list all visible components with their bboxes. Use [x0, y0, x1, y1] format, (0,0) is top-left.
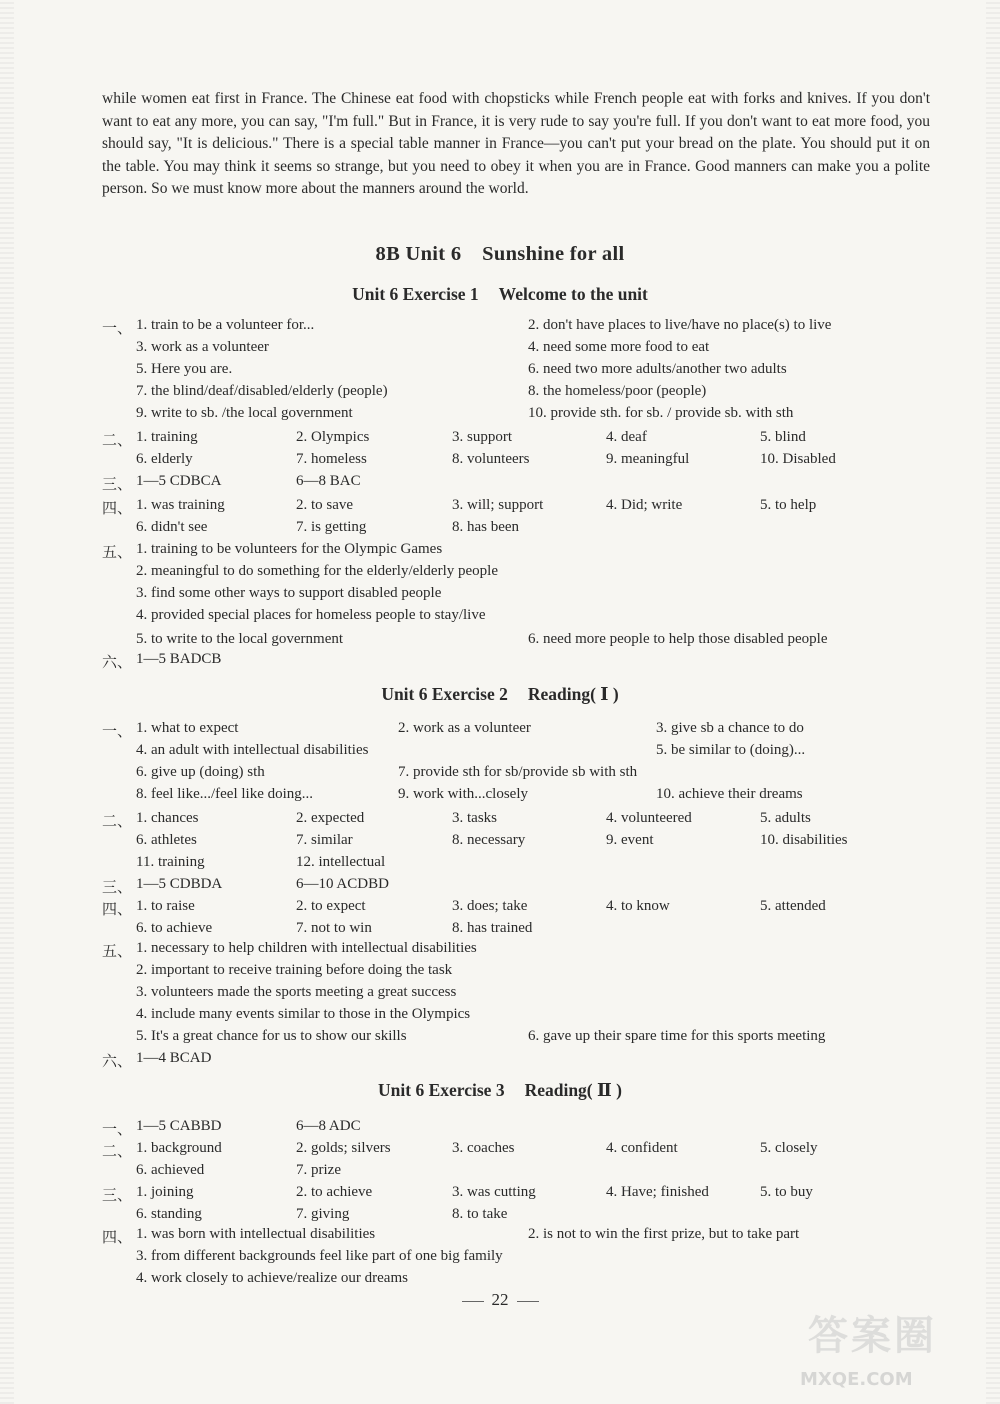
answer-item: 3. will; support	[452, 497, 544, 513]
answer-item: 8. feel like.../feel like doing...	[136, 786, 314, 802]
answer-item: 6. elderly	[136, 451, 193, 467]
ex2-answer-line	[0, 984, 1000, 1006]
answer-item: 6. need more people to help those disabled people	[528, 631, 828, 647]
ex2-answer-line	[0, 898, 1000, 920]
answer-item: 10. provide sth. for sb. / provide sb. with sth	[528, 405, 794, 421]
ex3-answer-line	[0, 1184, 1000, 1206]
ex2-answer-line	[0, 920, 1000, 942]
ex3-answer-line	[0, 1140, 1000, 1162]
ex3-answer-line	[0, 1118, 1000, 1140]
ex3-answer-line	[0, 1248, 1000, 1270]
answer-item: 5. to help	[760, 497, 817, 513]
ex3-answer-line	[0, 1226, 1000, 1248]
question-number: 五、	[102, 545, 133, 561]
answer-item: 2. important to receive training before doing the task	[136, 962, 453, 978]
answer-item: 7. homeless	[296, 451, 367, 467]
question-number: 一、	[102, 1122, 133, 1138]
ex1-answer-line	[0, 429, 1000, 451]
exercise-2-subtitle: Reading( Ⅰ )	[527, 684, 619, 704]
exercise-2-name: Unit 6 Exercise 2	[381, 684, 508, 704]
answer-item: 4. Did; write	[606, 497, 683, 513]
answer-item: 3. from different backgrounds feel like part of one big family	[136, 1248, 503, 1264]
question-number: 一、	[102, 724, 133, 740]
answer-item: 9. work with...closely	[398, 786, 528, 802]
ex2-answer-line	[0, 810, 1000, 832]
answer-item: 7. similar	[296, 832, 353, 848]
exercise-1-name: Unit 6 Exercise 1	[352, 284, 479, 304]
answer-item: 6. achieved	[136, 1162, 205, 1178]
answer-item: 9. write to sb. /the local government	[136, 405, 353, 421]
ex1-answer-line	[0, 497, 1000, 519]
answer-item: 5. It's a great chance for us to show our skills	[136, 1028, 407, 1044]
ex1-answer-line	[0, 451, 1000, 473]
scan-edge-left	[0, 0, 14, 1404]
ex1-answer-line	[0, 317, 1000, 339]
answer-item: 1—5 CDBDA	[136, 876, 223, 892]
answer-item: 3. was cutting	[452, 1184, 536, 1200]
answer-item: 1. joining	[136, 1184, 194, 1200]
answer-item: 7. is getting	[296, 519, 367, 535]
answer-item: 2. don't have places to live/have no place(s) to live	[528, 317, 832, 333]
answer-item: 2. Olympics	[296, 429, 370, 445]
question-number: 一、	[102, 321, 133, 337]
answer-item: 5. blind	[760, 429, 806, 445]
question-number: 四、	[102, 902, 133, 918]
ex1-answer-line	[0, 585, 1000, 607]
answer-item: 5. Here you are.	[136, 361, 233, 377]
answer-item: 3. support	[452, 429, 512, 445]
ex2-answer-line	[0, 742, 1000, 764]
ex2-answer-line	[0, 876, 1000, 898]
answer-item: 4. provided special places for homeless people to stay/live	[136, 607, 486, 623]
answer-item: 4. deaf	[606, 429, 647, 445]
answer-item: 3. coaches	[452, 1140, 515, 1156]
answer-item: 1. necessary to help children with intellectual disabilities	[136, 940, 477, 956]
answer-item: 9. event	[606, 832, 654, 848]
ex1-answer-line	[0, 383, 1000, 405]
watermark-logo	[796, 1304, 986, 1392]
answer-item: 2. work as a volunteer	[398, 720, 531, 736]
answer-item: 7. prize	[296, 1162, 341, 1178]
answer-item: 4. need some more food to eat	[528, 339, 710, 355]
ex3-answer-line	[0, 1162, 1000, 1184]
answer-item: 10. disabilities	[760, 832, 848, 848]
page-number-value: 22	[491, 1290, 509, 1309]
intro-text: while women eat first in France. The Chinese eat food with chopsticks while French people eat with forks and knives. If you don't want to eat any more, you can say, "I'm full." But in France, it is very rude to say you're full. If you don't want to eat more food, you should say, "It is delicious." There is a special table manner in France—you can't put your bread on the plate. You should put it on the table. You may think it seems so strange, but you need to obey it when you are in France. Good manners can make you a polite person. So we must know more about the manners around the world.	[102, 90, 930, 198]
answer-item: 11. training	[136, 854, 205, 870]
answer-item: 8. to take	[452, 1206, 508, 1222]
watermark-cn: 答案圈	[808, 1313, 937, 1359]
answer-item: 2. expected	[296, 810, 365, 826]
ex2-answer-line	[0, 720, 1000, 742]
answer-item: 2. to save	[296, 497, 354, 513]
answer-item: 4. confident	[606, 1140, 678, 1156]
ex1-answer-line	[0, 651, 1000, 673]
answer-item: 5. to buy	[760, 1184, 813, 1200]
answer-item: 1. train to be a volunteer for...	[136, 317, 315, 333]
exercise-1-subtitle: Welcome to the unit	[498, 284, 648, 304]
question-number: 二、	[102, 814, 133, 830]
unit-title: 8B Unit 6 Sunshine for all	[375, 243, 625, 265]
answer-item: 1—5 BADCB	[136, 651, 222, 667]
ex2-answer-line	[0, 940, 1000, 962]
answer-item: 1. background	[136, 1140, 222, 1156]
answer-item: 6. athletes	[136, 832, 197, 848]
answer-item: 9. meaningful	[606, 451, 690, 467]
ex2-answer-line	[0, 832, 1000, 854]
ex2-answer-line	[0, 764, 1000, 786]
exercise-3-subtitle: Reading( Ⅱ )	[524, 1080, 622, 1100]
ex1-answer-line	[0, 339, 1000, 361]
answer-item: 2. meaningful to do something for the elderly/elderly people	[136, 563, 498, 579]
scan-edge-right	[986, 0, 1000, 1404]
answer-item: 5. closely	[760, 1140, 818, 1156]
answer-item: 3. volunteers made the sports meeting a great success	[136, 984, 457, 1000]
ex2-answer-line	[0, 786, 1000, 808]
answer-item: 1. training to be volunteers for the Olympic Games	[136, 541, 443, 557]
ex1-answer-line	[0, 607, 1000, 629]
question-number: 六、	[102, 655, 133, 671]
exercise-2-title	[0, 684, 1000, 705]
answer-item: 5. attended	[760, 898, 826, 914]
answer-item: 5. be similar to (doing)...	[656, 742, 806, 758]
question-number: 三、	[102, 880, 133, 896]
answer-item: 6. to achieve	[136, 920, 213, 936]
answer-item: 6. didn't see	[136, 519, 208, 535]
answer-item: 1. training	[136, 429, 198, 445]
question-number: 六、	[102, 1054, 133, 1070]
ex2-answer-line	[0, 854, 1000, 876]
answer-item: 3. find some other ways to support disabled people	[136, 585, 442, 601]
question-number: 三、	[102, 477, 133, 493]
answer-item: 1. was training	[136, 497, 225, 513]
watermark-url: MXQE.COM	[800, 1369, 913, 1390]
answer-item: 1. was born with intellectual disabilities	[136, 1226, 376, 1242]
ex1-answer-line	[0, 631, 1000, 653]
ex2-answer-line	[0, 1028, 1000, 1050]
answer-item: 6. gave up their spare time for this sports meeting	[528, 1028, 826, 1044]
question-number: 五、	[102, 944, 133, 960]
answer-item: 6—8 ADC	[296, 1118, 361, 1134]
answer-item: 7. giving	[296, 1206, 350, 1222]
intro-paragraph	[102, 88, 930, 201]
answer-item: 5. to write to the local government	[136, 631, 344, 647]
answer-item: 7. the blind/deaf/disabled/elderly (people)	[136, 383, 388, 399]
answer-item: 6—10 ACDBD	[296, 876, 389, 892]
answer-item: 6—8 BAC	[296, 473, 361, 489]
answer-item: 4. to know	[606, 898, 670, 914]
answer-item: 4. an adult with intellectual disabilities	[136, 742, 369, 758]
answer-item: 10. Disabled	[760, 451, 836, 467]
answer-item: 2. to achieve	[296, 1184, 373, 1200]
answer-item: 8. necessary	[452, 832, 526, 848]
answer-item: 8. the homeless/poor (people)	[528, 383, 707, 399]
answer-item: 6. give up (doing) sth	[136, 764, 265, 780]
question-number: 四、	[102, 1230, 133, 1246]
exercise-1-title	[0, 284, 1000, 305]
ex1-answer-line	[0, 473, 1000, 495]
answer-item: 1. what to expect	[136, 720, 239, 736]
question-number: 三、	[102, 1188, 133, 1204]
question-number: 四、	[102, 501, 133, 517]
exercise-3-title	[0, 1080, 1000, 1101]
answer-item: 2. is not to win the first prize, but to take part	[528, 1226, 800, 1242]
ex3-answer-line	[0, 1206, 1000, 1228]
answer-item: 12. intellectual	[296, 854, 386, 870]
ex1-answer-line	[0, 519, 1000, 541]
answer-item: 4. Have; finished	[606, 1184, 709, 1200]
answer-item: 3. give sb a chance to do	[656, 720, 804, 736]
answer-item: 4. include many events similar to those in the Olympics	[136, 1006, 471, 1022]
answer-item: 10. achieve their dreams	[656, 786, 803, 802]
answer-item: 3. tasks	[452, 810, 497, 826]
answer-item: 8. has trained	[452, 920, 533, 936]
answer-item: 1—5 CDBCA	[136, 473, 222, 489]
question-number: 二、	[102, 433, 133, 449]
answer-item: 4. volunteered	[606, 810, 692, 826]
answer-item: 6. need two more adults/another two adults	[528, 361, 787, 377]
answer-item: 7. provide sth for sb/provide sb with sth	[398, 764, 638, 780]
answer-item: 2. golds; silvers	[296, 1140, 391, 1156]
answer-item: 3. work as a volunteer	[136, 339, 269, 355]
answer-item: 1—4 BCAD	[136, 1050, 212, 1066]
exercise-3-name: Unit 6 Exercise 3	[378, 1080, 505, 1100]
answer-item: 1. chances	[136, 810, 199, 826]
answer-item: 6. standing	[136, 1206, 202, 1222]
answer-item: 7. not to win	[296, 920, 372, 936]
ex1-answer-line	[0, 405, 1000, 427]
answer-item: 1. to raise	[136, 898, 195, 914]
ex1-answer-line	[0, 361, 1000, 383]
ex1-answer-line	[0, 563, 1000, 585]
ex2-answer-line	[0, 962, 1000, 984]
answer-item: 4. work closely to achieve/realize our dreams	[136, 1270, 408, 1286]
ex3-answer-line	[0, 1270, 1000, 1292]
answer-item: 2. to expect	[296, 898, 366, 914]
ex2-answer-line	[0, 1006, 1000, 1028]
answer-item: 3. does; take	[452, 898, 528, 914]
answer-item: 8. volunteers	[452, 451, 530, 467]
answer-item: 5. adults	[760, 810, 811, 826]
answer-item: 8. has been	[452, 519, 520, 535]
answer-item: 1—5 CABBD	[136, 1118, 222, 1134]
ex2-answer-line	[0, 1050, 1000, 1072]
ex1-answer-line	[0, 541, 1000, 563]
question-number: 二、	[102, 1144, 133, 1160]
